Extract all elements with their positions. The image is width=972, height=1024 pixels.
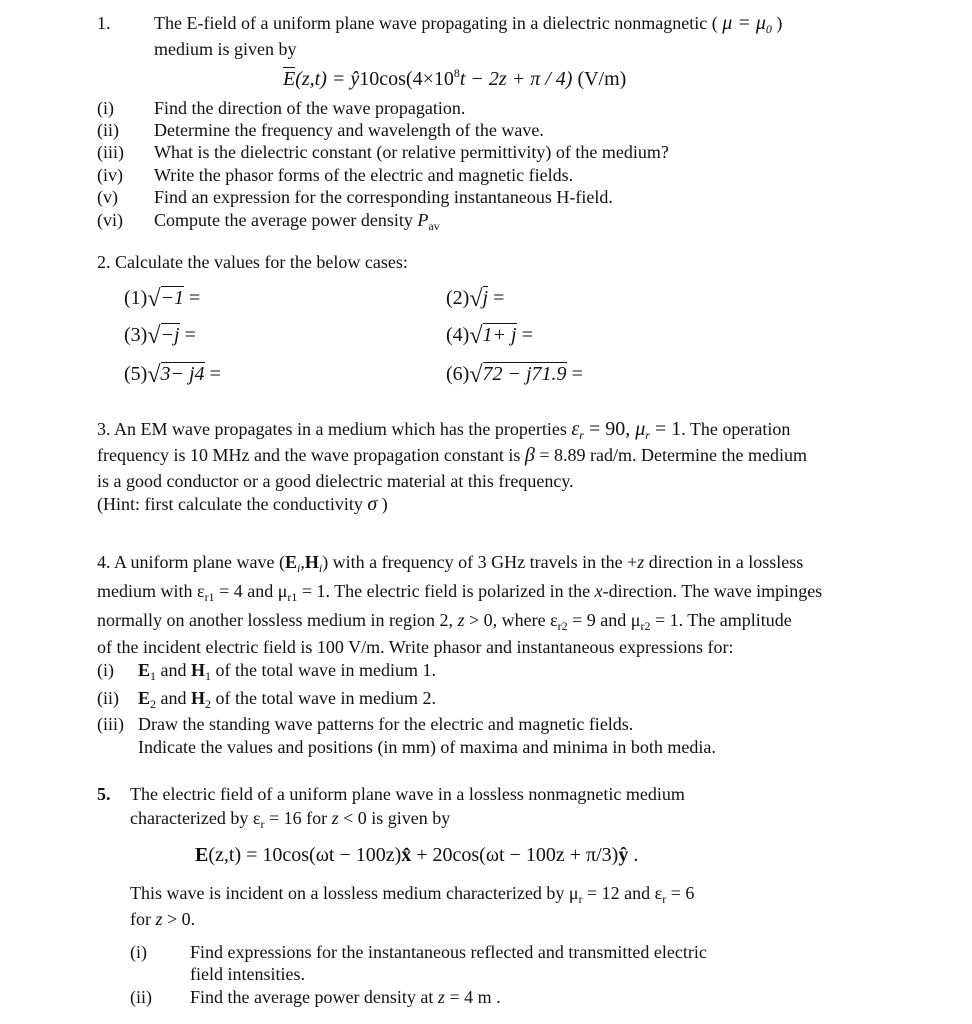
q4-item-label: (iii) <box>97 714 124 734</box>
q2-case: (6)√72 − j71.9 = <box>446 362 583 388</box>
q2-case: (5)√3− j4 = <box>124 362 221 388</box>
q4-item-label: (ii) <box>97 688 119 708</box>
q1-item-label: (iii) <box>97 142 124 162</box>
q5-item-label: (ii) <box>130 987 152 1007</box>
q1-item-text: Find an expression for the corresponding instantaneous H-field. <box>154 187 613 207</box>
q2-case: (2)√j = <box>446 286 505 312</box>
q1-item-label: (vi) <box>97 210 123 230</box>
q3-line2: frequency is 10 MHz and the wave propagation constant is β = 8.89 rad/m. Determine the medium <box>97 444 807 466</box>
q1-line1-text: The E-field of a uniform plane wave propagating in a dielectric nonmagnetic ( <box>154 13 718 33</box>
q3-line1: 3. An EM wave propagates in a medium which has the properties $\varepsilon_r = 90$, $\mu_r = 1$. The operation <box>97 418 791 442</box>
q1-item-label: (i) <box>97 98 114 118</box>
q5-item-label: (i) <box>130 942 147 962</box>
q1-item-text: What is the dielectric constant (or relative permittivity) of the medium? <box>154 142 669 162</box>
q1-item-label: (ii) <box>97 120 119 140</box>
q1-item-text-pav: Compute the average power density $P_{av}$ <box>154 210 440 233</box>
q3-hint: (Hint: first calculate the conductivity σ ) <box>97 493 388 515</box>
q1-line1-end: ) <box>776 13 783 33</box>
q1-item-label: (v) <box>97 187 118 207</box>
q1-equation: $E(z,t) = ŷ10\cos(4\times 10^8t - 2z + \pi / 4)$ (V/m) <box>283 66 627 90</box>
q4-item-text: $E_1$ and $H_1$ of the total wave in medium 1. <box>138 660 436 683</box>
q5-line3: This wave is incident on a lossless medium characterized by $\mu_r = 12$ and $\varepsilon_r = 6$ <box>130 883 695 906</box>
q2-case: (3)√−j = <box>124 323 196 349</box>
q5-item1-line1: Find expressions for the instantaneous reflected and transmitted electric <box>190 942 707 962</box>
q4-item3-line2: Indicate the values and positions (in mm) of maxima and minima in both media. <box>138 737 716 757</box>
q1-line1 <box>154 12 874 40</box>
q1-item-text: Determine the frequency and wavelength of the wave. <box>154 120 544 140</box>
q5-line2: characterized by $\varepsilon_r = 16$ for z < 0 is given by <box>130 808 451 831</box>
q1-number: 1. <box>97 13 111 33</box>
q1-item-text: Find the direction of the wave propagation. <box>154 98 466 118</box>
q4-item3-line1: Draw the standing wave patterns for the electric and magnetic fields. <box>138 714 634 734</box>
q4-line3: normally on another lossless medium in region 2, z > 0, where $\varepsilon_{r2} = 9$ and $\mu_{r2} = 1$. The amplitude <box>97 610 792 633</box>
q5-number: 5. <box>97 784 111 804</box>
q1-item-text: Write the phasor forms of the electric and magnetic fields. <box>154 165 574 185</box>
q1-line2: medium is given by <box>154 39 297 59</box>
q1-item-label: (iv) <box>97 165 123 185</box>
q4-line4: of the incident electric field is 100 V/m. Write phasor and instantaneous expressions for: <box>97 637 734 657</box>
q4-item-label: (i) <box>97 660 114 680</box>
q4-line1: 4. A uniform plane wave $(E_i,H_i)$ with a frequency of 3 GHz travels in the +z direction in a lossless <box>97 552 804 575</box>
q3-line3: is a good conductor or a good dielectric material at this frequency. <box>97 471 574 491</box>
q5-item2-text: Find the average power density at z = 4 m . <box>190 987 501 1007</box>
q5-equation: E(z,t) = 10cos(ωt − 100z)x̂ + 20cos(ωt − 100z + π/3)ŷ . <box>195 844 639 866</box>
q4-line2: medium with $\varepsilon_{r1} = 4$ and $\mu_{r1} = 1$. The electric field is polarized in the x-direction. The wave impinges <box>97 581 823 604</box>
q5-line1: The electric field of a uniform plane wave in a lossless nonmagnetic medium <box>130 784 685 804</box>
q5-item1-line2: field intensities. <box>190 964 305 984</box>
q2-case: (4)√1+ j = <box>446 323 533 349</box>
q1-mu-condition: $\mu = \mu_0$ <box>722 12 772 36</box>
q5-line4: for z > 0. <box>130 909 196 929</box>
q4-item-text: $E_2$ and $H_2$ of the total wave in medium 2. <box>138 688 436 711</box>
q2-case: (1)√−1 = <box>124 286 201 312</box>
q2-heading: 2. Calculate the values for the below cases: <box>97 252 408 272</box>
